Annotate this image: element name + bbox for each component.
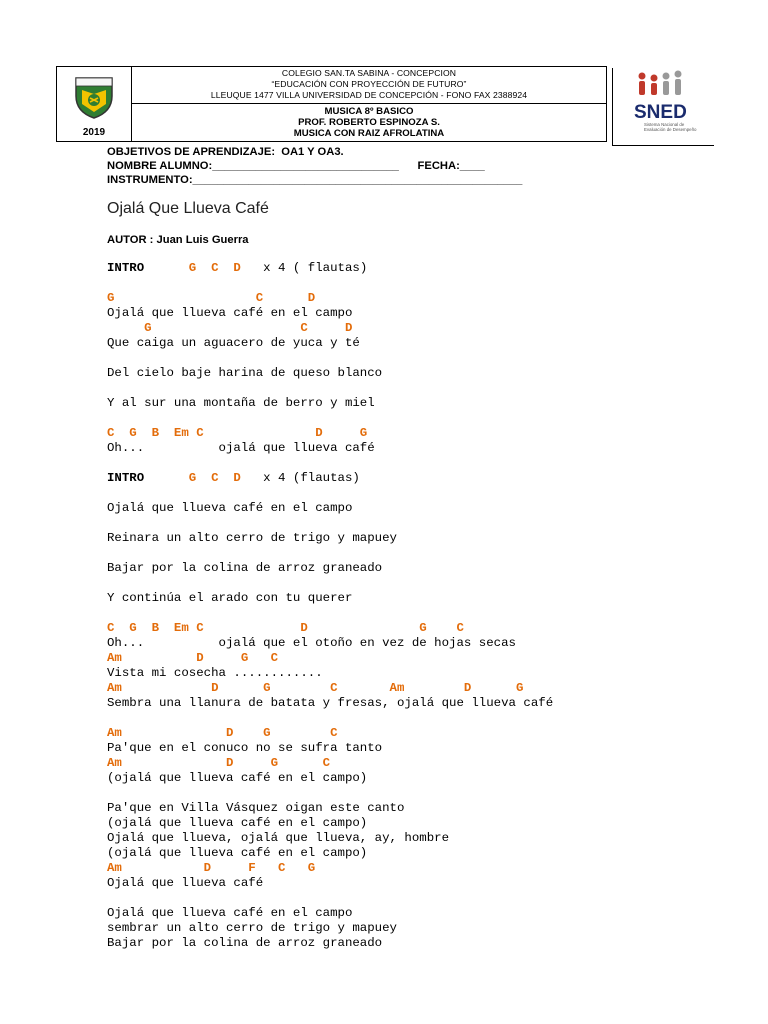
chord-line: G C D	[107, 321, 353, 335]
intro-label: INTRO	[107, 261, 145, 275]
school-motto: “EDUCACIÓN CON PROYECCIÓN DE FUTURO”	[271, 79, 467, 90]
lyric-line: (ojalá que llueva café en el campo)	[107, 771, 368, 785]
course-info-cell	[132, 103, 607, 141]
chord-line: C G B Em C D G	[107, 426, 368, 440]
course-subject: MUSICA 8º BASICO	[324, 105, 414, 117]
logo-cell	[57, 67, 132, 142]
lyric-line: Vista mi cosecha ............	[107, 666, 323, 680]
school-name: COLEGIO SAN.TA SABINA - CONCEPCION	[281, 68, 457, 79]
chord-line: G C D	[107, 291, 316, 305]
lyric-line: Y al sur una montaña de berro y miel	[107, 396, 375, 410]
lyric-line: Ojalá que llueva café en el campo	[107, 501, 353, 515]
sned-subtitle-1: Sistema Nacional de	[644, 122, 685, 127]
blank-line	[107, 276, 553, 291]
blank-line	[107, 456, 553, 471]
intro-repeat: x 4 (flautas)	[240, 471, 360, 485]
lyric-line: sembrar un alto cerro de trigo y mapuey	[107, 921, 397, 935]
chord-line: Am D G C	[107, 726, 338, 740]
objectives-line: OBJETIVOS DE APRENDIZAJE: OA1 Y OA3.	[107, 146, 344, 158]
student-name-line: NOMBRE ALUMNO:______________________________ FECHA:____	[107, 160, 485, 172]
intro-chords: G C D	[144, 471, 241, 485]
course-teacher: PROF. ROBERTO ESPINOZA S.	[298, 116, 440, 128]
header-table	[56, 66, 607, 142]
song-author: AUTOR : Juan Luis Guerra	[107, 234, 249, 246]
blank-line	[107, 546, 553, 561]
lyric-line: Pa'que en Villa Vásquez oigan este canto	[107, 801, 405, 815]
lyric-line: Bajar por la colina de arroz graneado	[107, 561, 383, 575]
blank-line	[107, 891, 553, 906]
school-crest-icon	[72, 74, 116, 120]
blank-line	[107, 576, 553, 591]
lyric-line: Que caiga un aguacero de yuca y té	[107, 336, 360, 350]
lyric-line: Ojalá que llueva café en el campo	[107, 306, 353, 320]
course-unit: MUSICA CON RAIZ AFROLATINA	[293, 127, 445, 139]
lyric-line: Del cielo baje harina de queso blanco	[107, 366, 383, 380]
lyric-line: Reinara un alto cerro de trigo y mapuey	[107, 531, 397, 545]
intro-label: INTRO	[107, 471, 145, 485]
intro-line	[107, 471, 553, 486]
sned-baseline	[612, 145, 714, 146]
blank-line	[107, 786, 553, 801]
sned-subtitle-2: Evaluación de Desempeño	[644, 127, 697, 132]
sned-divider	[612, 68, 613, 146]
lyric-line: Oh... ojalá que el otoño en vez de hojas secas	[107, 636, 516, 650]
blank-line	[107, 711, 553, 726]
blank-line	[107, 411, 553, 426]
lyric-line: (ojalá que llueva café en el campo)	[107, 846, 368, 860]
intro-repeat: x 4 ( flautas)	[240, 261, 368, 275]
lyric-line: Oh... ojalá que llueva café	[107, 441, 375, 455]
instrument-line: INSTRUMENTO:_____________________________________________________	[107, 174, 523, 186]
lyric-line: Ojalá que llueva, ojalá que llueva, ay, hombre	[107, 831, 450, 845]
blank-line	[107, 606, 553, 621]
lyric-line: (ojalá que llueva café en el campo)	[107, 816, 368, 830]
year-label: 2019	[82, 127, 106, 138]
lyric-line: Ojalá que llueva café	[107, 876, 264, 890]
lyric-line: Bajar por la colina de arroz graneado	[107, 936, 383, 950]
school-info-cell	[132, 67, 607, 104]
chord-line: Am D G C	[107, 651, 279, 665]
blank-line	[107, 516, 553, 531]
lyric-line: Sembra una llanura de batata y fresas, ojalá que llueva café	[107, 696, 554, 710]
intro-line	[107, 261, 553, 276]
chord-line: Am D G C Am D G	[107, 681, 524, 695]
blank-line	[107, 381, 553, 396]
lyric-line: Y continúa el arado con tu querer	[107, 591, 353, 605]
chord-line: Am D F C G	[107, 861, 316, 875]
blank-line	[107, 351, 553, 366]
intro-chords: G C D	[144, 261, 241, 275]
sned-label: SNED	[634, 102, 687, 123]
lyric-line: Ojalá que llueva café en el campo	[107, 906, 353, 920]
song-title: Ojalá Que Llueva Café	[107, 200, 269, 217]
lyric-line: Pa'que en el conuco no se sufra tanto	[107, 741, 383, 755]
blank-line	[107, 486, 553, 501]
song-sheet	[107, 261, 553, 951]
chord-line: Am D G C	[107, 756, 331, 770]
sned-people-icon	[639, 71, 682, 96]
chord-line: C G B Em C D G C	[107, 621, 464, 635]
school-address: LLEUQUE 1477 VILLA UNIVERSIDAD DE CONCEPCIÓN - FONO FAX 2388924	[210, 90, 528, 101]
sned-logo	[624, 70, 702, 136]
